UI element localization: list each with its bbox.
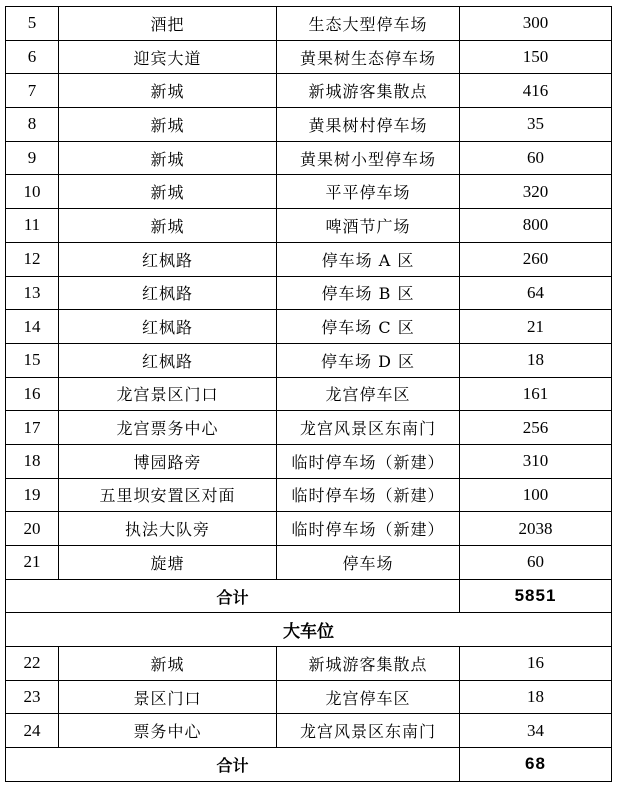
- row-number: 8: [6, 108, 59, 142]
- row-area: 红枫路: [59, 310, 277, 344]
- row-number: 12: [6, 242, 59, 276]
- row-space-count: 260: [460, 242, 612, 276]
- row-space-count: 300: [460, 7, 612, 41]
- row-area: 新城: [59, 108, 277, 142]
- row-area: 龙宫票务中心: [59, 411, 277, 445]
- row-area: 新城: [59, 175, 277, 209]
- row-number: 24: [6, 714, 59, 748]
- parking-table: [5, 6, 612, 782]
- row-parking-name: 新城游客集散点: [277, 74, 460, 108]
- row-area: 五里坝安置区对面: [59, 478, 277, 512]
- row-area: 龙宫景区门口: [59, 377, 277, 411]
- table-row: [6, 478, 612, 512]
- row-parking-name: 临时停车场（新建）: [277, 512, 460, 546]
- row-parking-name: 黄果树村停车场: [277, 108, 460, 142]
- row-space-count: 16: [460, 647, 612, 681]
- table-row: [6, 714, 612, 748]
- total-row-small: [6, 579, 612, 613]
- row-space-count: 800: [460, 209, 612, 243]
- row-parking-name: 平平停车场: [277, 175, 460, 209]
- total-value: 5851: [460, 579, 612, 613]
- row-parking-name: 临时停车场（新建）: [277, 478, 460, 512]
- row-number: 15: [6, 343, 59, 377]
- total-value: 68: [460, 748, 612, 782]
- row-parking-name: 停车场 C 区: [277, 310, 460, 344]
- row-space-count: 60: [460, 141, 612, 175]
- row-number: 5: [6, 7, 59, 41]
- row-area: 红枫路: [59, 242, 277, 276]
- row-space-count: 18: [460, 343, 612, 377]
- table-row: [6, 512, 612, 546]
- row-area: 新城: [59, 209, 277, 243]
- row-space-count: 60: [460, 546, 612, 580]
- total-label: 合计: [6, 579, 460, 613]
- table-row: [6, 108, 612, 142]
- table-row: [6, 377, 612, 411]
- row-area: 新城: [59, 647, 277, 681]
- row-parking-name: 生态大型停车场: [277, 7, 460, 41]
- section-heading-large-vehicles: 大车位: [6, 613, 612, 647]
- table-row: [6, 444, 612, 478]
- row-area: 新城: [59, 141, 277, 175]
- row-parking-name: 临时停车场（新建）: [277, 444, 460, 478]
- table-row: [6, 141, 612, 175]
- row-space-count: 416: [460, 74, 612, 108]
- row-space-count: 310: [460, 444, 612, 478]
- row-area: 酒把: [59, 7, 277, 41]
- table-row: [6, 411, 612, 445]
- row-space-count: 150: [460, 40, 612, 74]
- row-space-count: 161: [460, 377, 612, 411]
- row-space-count: 256: [460, 411, 612, 445]
- row-number: 18: [6, 444, 59, 478]
- row-space-count: 18: [460, 680, 612, 714]
- table-row: [6, 310, 612, 344]
- row-parking-name: 停车场 B 区: [277, 276, 460, 310]
- row-number: 19: [6, 478, 59, 512]
- row-parking-name: 龙宫风景区东南门: [277, 411, 460, 445]
- row-number: 9: [6, 141, 59, 175]
- row-number: 7: [6, 74, 59, 108]
- row-number: 16: [6, 377, 59, 411]
- row-number: 20: [6, 512, 59, 546]
- table-row: [6, 276, 612, 310]
- row-area: 景区门口: [59, 680, 277, 714]
- table-row: [6, 242, 612, 276]
- row-space-count: 21: [460, 310, 612, 344]
- row-number: 17: [6, 411, 59, 445]
- row-number: 13: [6, 276, 59, 310]
- row-area: 迎宾大道: [59, 40, 277, 74]
- row-area: 博园路旁: [59, 444, 277, 478]
- row-parking-name: 停车场: [277, 546, 460, 580]
- row-parking-name: 黄果树生态停车场: [277, 40, 460, 74]
- row-space-count: 35: [460, 108, 612, 142]
- row-parking-name: 龙宫停车区: [277, 377, 460, 411]
- row-space-count: 320: [460, 175, 612, 209]
- row-area: 执法大队旁: [59, 512, 277, 546]
- row-number: 14: [6, 310, 59, 344]
- row-space-count: 64: [460, 276, 612, 310]
- table-row: [6, 209, 612, 243]
- row-parking-name: 龙宫停车区: [277, 680, 460, 714]
- row-number: 23: [6, 680, 59, 714]
- row-parking-name: 停车场 D 区: [277, 343, 460, 377]
- table-row: [6, 680, 612, 714]
- row-number: 22: [6, 647, 59, 681]
- row-parking-name: 黄果树小型停车场: [277, 141, 460, 175]
- row-number: 21: [6, 546, 59, 580]
- total-label: 合计: [6, 748, 460, 782]
- table-row: [6, 74, 612, 108]
- row-parking-name: 龙宫风景区东南门: [277, 714, 460, 748]
- row-number: 10: [6, 175, 59, 209]
- row-area: 新城: [59, 74, 277, 108]
- table-row: [6, 343, 612, 377]
- row-number: 11: [6, 209, 59, 243]
- table-row: [6, 647, 612, 681]
- table-row: [6, 546, 612, 580]
- row-parking-name: 新城游客集散点: [277, 647, 460, 681]
- row-area: 红枫路: [59, 343, 277, 377]
- row-space-count: 100: [460, 478, 612, 512]
- section-row: [6, 613, 612, 647]
- row-area: 红枫路: [59, 276, 277, 310]
- row-area: 旋塘: [59, 546, 277, 580]
- row-parking-name: 停车场 A 区: [277, 242, 460, 276]
- row-space-count: 2038: [460, 512, 612, 546]
- table-row: [6, 175, 612, 209]
- row-space-count: 34: [460, 714, 612, 748]
- row-area: 票务中心: [59, 714, 277, 748]
- table-row: [6, 7, 612, 41]
- row-number: 6: [6, 40, 59, 74]
- table-row: [6, 40, 612, 74]
- parking-table-body: [6, 7, 612, 782]
- total-row-large: [6, 748, 612, 782]
- row-parking-name: 啤酒节广场: [277, 209, 460, 243]
